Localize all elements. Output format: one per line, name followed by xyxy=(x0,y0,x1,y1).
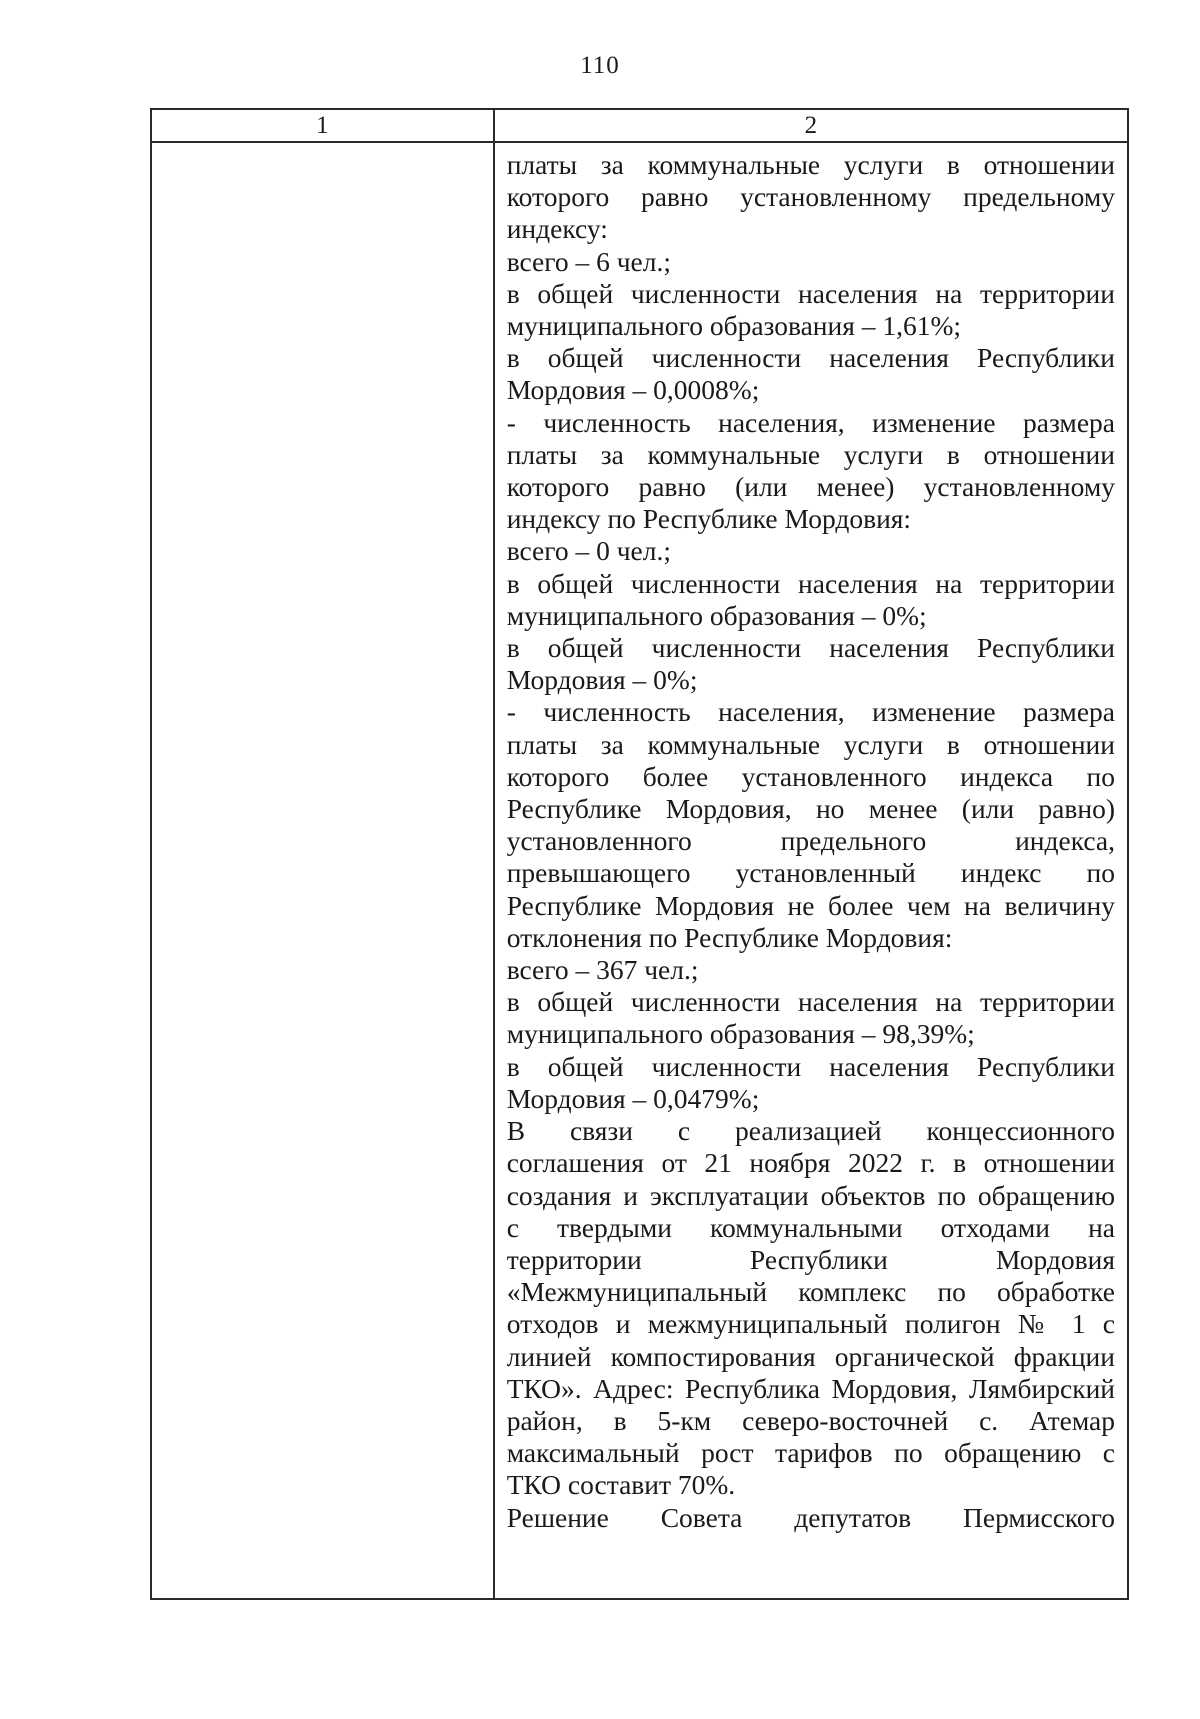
text-line: с твердыми коммунальными отходами на xyxy=(506,1211,1115,1243)
table-body-row xyxy=(151,142,1128,1599)
text-line: платы за коммунальные услуги в отношении xyxy=(506,728,1115,760)
text-line: которого более установленного индекса по xyxy=(506,760,1115,792)
text-line: ТКО составит 70%. xyxy=(506,1469,736,1501)
text-line: Мордовия – 0%; xyxy=(506,664,698,696)
text-line: соглашения от 21 ноября 2022 г. в отношении xyxy=(506,1147,1115,1179)
text-line: в общей численности населения Республики xyxy=(506,632,1115,664)
text-line: всего – 6 чел.; xyxy=(506,245,672,277)
text-line: индексу по Республике Мордовия: xyxy=(506,503,912,535)
text-line: - численность населения, изменение размера xyxy=(506,406,1115,438)
text-line: платы за коммунальные услуги в отношении xyxy=(506,149,1115,180)
table-header-row xyxy=(151,109,1128,142)
text-line: территории Республики Мордовия xyxy=(506,1243,1115,1275)
text-line: Мордовия – 0,0479%; xyxy=(506,1082,760,1114)
text-line: Мордовия – 0,0008%; xyxy=(506,374,760,406)
text-line: в общей численности населения на территории xyxy=(506,567,1115,599)
text-line: ТКО». Адрес: Республика Мордовия, Лямбирский xyxy=(506,1372,1115,1404)
text-line: в общей численности населения на территории xyxy=(506,277,1115,309)
text-line: которого равно (или менее) установленному xyxy=(506,471,1115,503)
text-line: всего – 0 чел.; xyxy=(506,535,672,567)
text-line: - численность населения, изменение размера xyxy=(506,696,1115,728)
page-number: 110 xyxy=(580,52,620,79)
text-line: отходов и межмуниципальный полигон № 1 с xyxy=(506,1308,1115,1340)
text-line: превышающего установленный индекс по xyxy=(506,857,1115,889)
text-line: максимальный рост тарифов по обращению с xyxy=(506,1437,1115,1469)
column-2-cell xyxy=(494,142,1128,1599)
text-line: всего – 367 чел.; xyxy=(506,954,699,986)
text-line: отклонения по Республике Мордовия: xyxy=(506,921,953,953)
text-line: создания и эксплуатации объектов по обращению xyxy=(506,1179,1115,1211)
column-header-1: 1 xyxy=(151,109,494,142)
text-line: Решение Совета депутатов Пермисского xyxy=(506,1501,1115,1533)
text-line: муниципального образования – 0%; xyxy=(506,599,927,631)
text-line: Республике Мордовия не более чем на величину xyxy=(506,889,1115,921)
column-header-2: 2 xyxy=(494,109,1128,142)
text-line: установленного предельного индекса, xyxy=(506,825,1115,857)
text-line: муниципального образования – 1,61%; xyxy=(506,310,962,342)
text-line: «Межмуниципальный комплекс по обработке xyxy=(506,1276,1115,1308)
text-line: в общей численности населения на территории xyxy=(506,986,1115,1018)
text-line: муниципального образования – 98,39%; xyxy=(506,1018,975,1050)
text-line: район, в 5-км северо-восточней с. Атемар xyxy=(506,1404,1115,1436)
text-line: которого равно установленному предельному xyxy=(506,181,1115,213)
text-line: индексу: xyxy=(506,213,608,245)
text-line: в общей численности населения Республики xyxy=(506,342,1115,374)
column-1-cell xyxy=(151,142,494,1599)
text-line: Республике Мордовия, но менее (или равно) xyxy=(506,793,1115,825)
text-line: платы за коммунальные услуги в отношении xyxy=(506,438,1115,470)
text-line: в общей численности населения Республики xyxy=(506,1050,1115,1082)
text-line: В связи с реализацией концессионного xyxy=(506,1115,1115,1147)
text-line: линией компостирования органической фракции xyxy=(506,1340,1115,1372)
document-table xyxy=(150,108,1129,1600)
